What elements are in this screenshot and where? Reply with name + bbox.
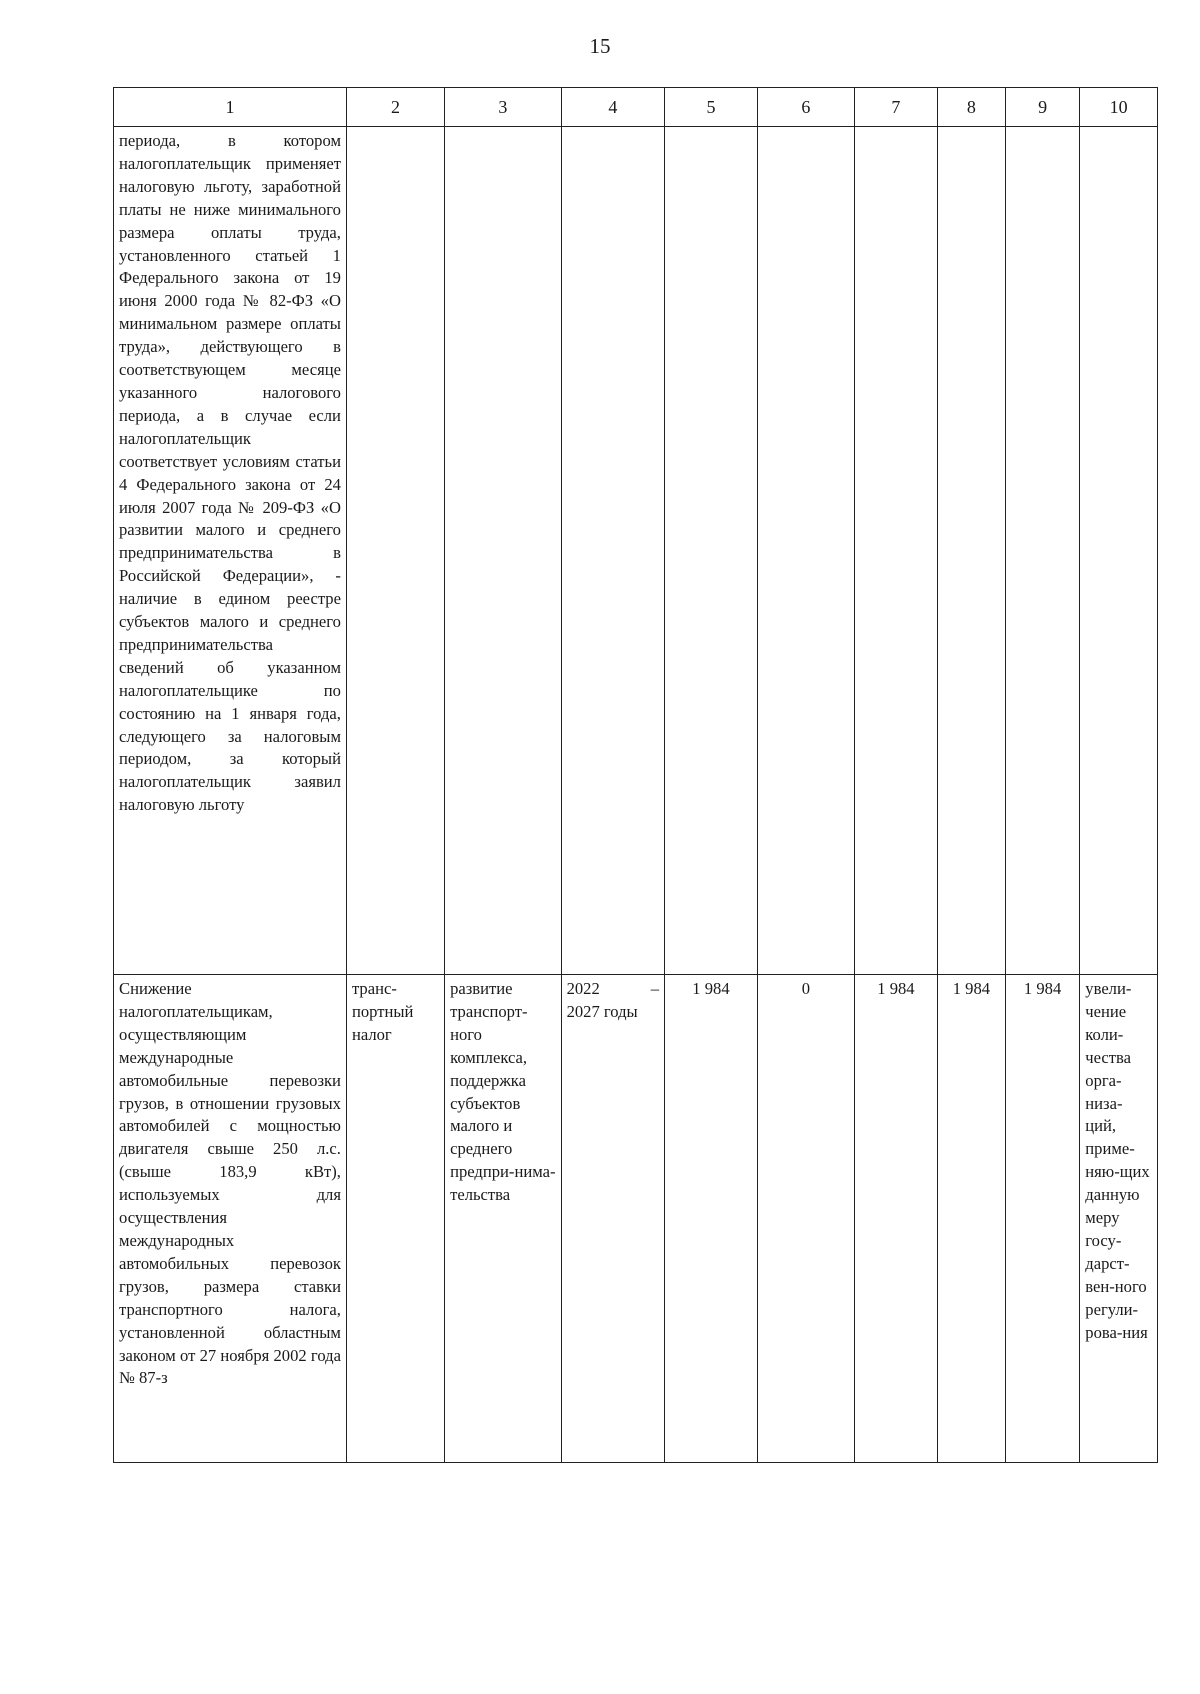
value-col8: 1 984: [937, 975, 1005, 1463]
value-col7: 1 984: [854, 975, 937, 1463]
period-start: 2022: [566, 979, 600, 998]
empty-cell: [1005, 127, 1079, 975]
empty-cell: [445, 127, 561, 975]
value-col9: 1 984: [1005, 975, 1079, 1463]
benefit-condition-text: периода, в котором налогоплательщик применяет налоговую льготу, заработной платы не ниже минимального размера оплаты труда, установленного статьей 1 Федерального закона от 19 июня 2000 года № 82-ФЗ «О минимальном размере оплаты труда», действующего в соответствующем месяце указанного налогового периода, а в случае если налогоплательщик соответствует условиям статьи 4 Федерального закона от 24 июля 2007 года № 209-ФЗ «О развитии малого и среднего предпринимательства в Российской Федерации», - наличие в едином реестре субъектов малого и среднего предпринимательства сведений об указанном налогоплательщике по состоянию на 1 января года, следующего за налоговым периодом, за который налогоплательщик заявил налоговую льготу: [114, 127, 347, 975]
tax-benefits-table: [113, 87, 1158, 1463]
expected-effect: увели-чение коли-чества орга-низа-ций, приме-няю-щих данную меру госу-дарст-вен-ного регули-рова-ния: [1080, 975, 1158, 1463]
empty-cell: [1080, 127, 1158, 975]
column-header: 7: [854, 88, 937, 127]
table-row: [114, 975, 1158, 1463]
column-header: 5: [665, 88, 758, 127]
page-number: 15: [589, 34, 611, 58]
value-col6: 0: [757, 975, 854, 1463]
empty-cell: [757, 127, 854, 975]
column-header: 10: [1080, 88, 1158, 127]
empty-cell: [346, 127, 444, 975]
empty-cell: [937, 127, 1005, 975]
column-header: 2: [346, 88, 444, 127]
value-col5: 1 984: [665, 975, 758, 1463]
empty-cell: [561, 127, 665, 975]
empty-cell: [854, 127, 937, 975]
tax-type: транс-портный налог: [346, 975, 444, 1463]
benefit-goal: развитие транспорт-ного комплекса, поддержка субъектов малого и среднего предпри-нима-тельства: [445, 975, 561, 1463]
empty-cell: [665, 127, 758, 975]
column-header: 9: [1005, 88, 1079, 127]
table-header-row: [114, 88, 1158, 127]
column-header: 8: [937, 88, 1005, 127]
column-header: 4: [561, 88, 665, 127]
column-header: 3: [445, 88, 561, 127]
period-cell: [561, 975, 665, 1463]
period-end: 2027 годы: [566, 1001, 638, 1021]
column-header: 1: [114, 88, 347, 127]
period-dash: –: [650, 979, 660, 998]
benefit-description: Снижение налогоплательщикам, осуществляющим международные автомобильные перевозки грузов, в отношении грузовых автомобилей с мощностью двигателя свыше 250 л.с. (свыше 183,9 кВт), используемых для осуществления международных автомобильных перевозок грузов, размера ставки транспортного налога, установленной областным законом от 27 ноября 2002 года № 87-з: [114, 975, 347, 1463]
column-header: 6: [757, 88, 854, 127]
table-row: [114, 127, 1158, 975]
